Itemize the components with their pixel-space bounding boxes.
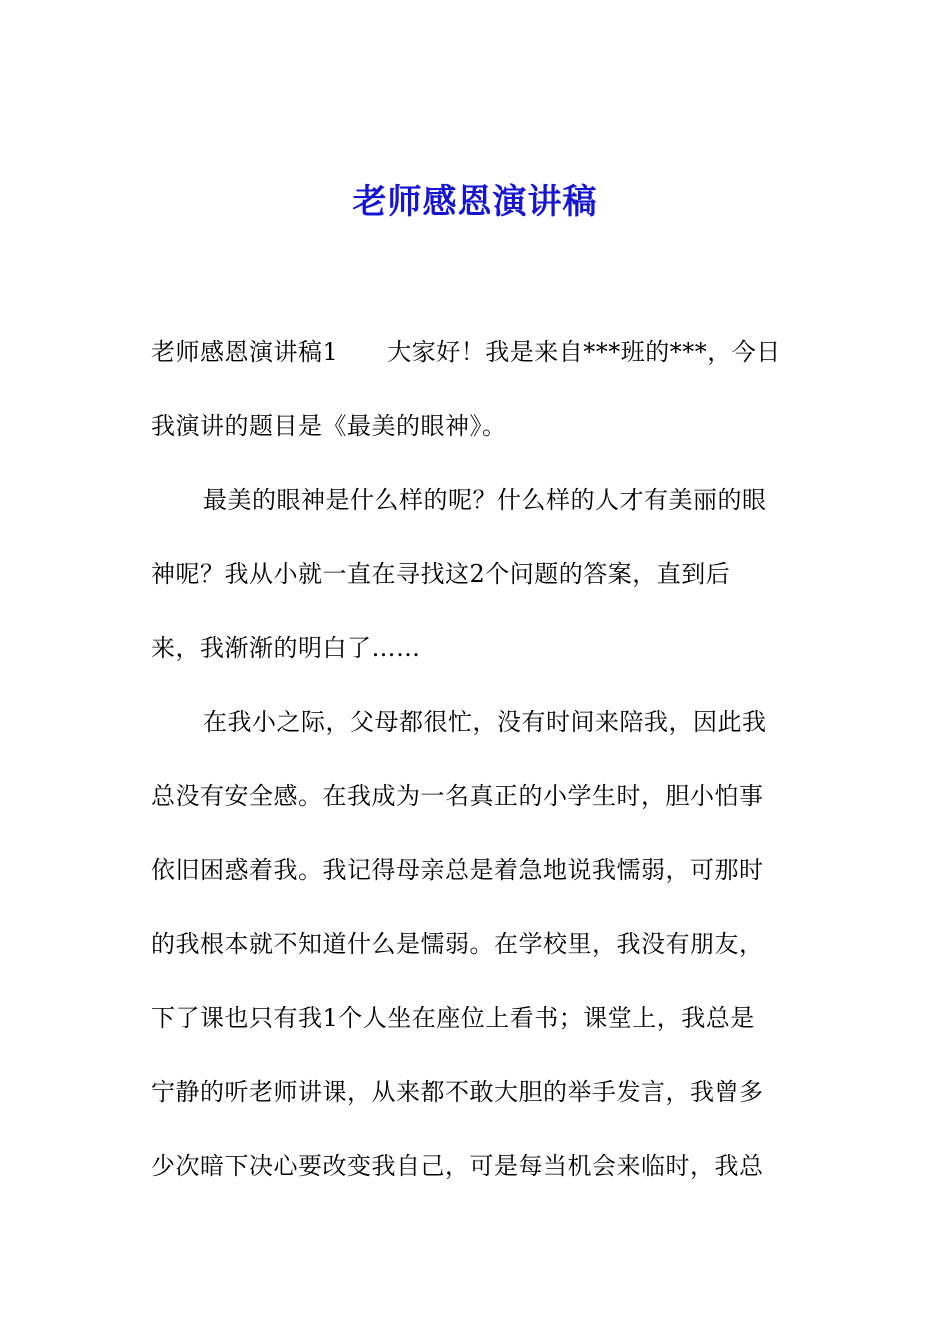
paragraph-line-12: 少次暗下决心要改变我自己，可是每当机会来临时，我总: [151, 1152, 764, 1180]
paragraph-line-2: 我演讲的题目是《最美的眼神》。: [151, 412, 507, 440]
paragraph-line-3: 最美的眼神是什么样的呢？什么样的人才有美丽的眼: [203, 486, 767, 514]
paragraph-line-8: 依旧困惑着我。我记得母亲总是着急地说我懦弱，可那时: [151, 856, 764, 884]
paragraph-line-5: 来，我渐渐的明白了……: [151, 634, 421, 662]
paragraph-line-10: 下了课也只有我1个人坐在座位上看书；课堂上，我总是: [151, 1004, 755, 1032]
paragraph-line-11: 宁静的听老师讲课，从来都不敢大胆的举手发言，我曾多: [151, 1078, 764, 1106]
paragraph-line-9: 的我根本就不知道什么是懦弱。在学校里，我没有朋友，: [151, 930, 764, 958]
paragraph-line-7: 总没有安全感。在我成为一名真正的小学生时，胆小怕事: [151, 782, 764, 810]
document-title: 老师感恩演讲稿: [352, 182, 598, 222]
paragraph-line-1: 老师感恩演讲稿1 大家好！我是来自***班的***，今日: [151, 338, 781, 366]
paragraph-line-4: 神呢？我从小就一直在寻找这2个问题的答案，直到后: [151, 560, 731, 588]
paragraph-line-6: 在我小之际，父母都很忙，没有时间来陪我，因此我: [203, 708, 767, 736]
